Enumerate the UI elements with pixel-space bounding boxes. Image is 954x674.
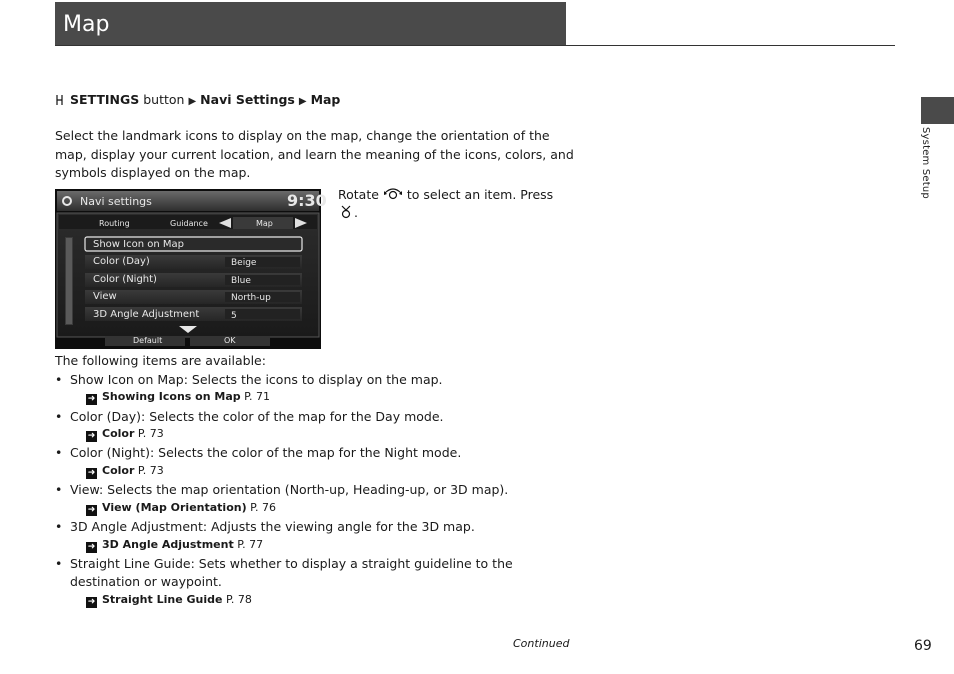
breadcrumb (55, 92, 340, 110)
item-term: Color (Day) (70, 409, 142, 424)
cross-reference[interactable] (86, 593, 252, 608)
item-desc: : Selects the icons to display on the map. (183, 372, 443, 387)
separator: , or (425, 482, 451, 497)
cross-reference[interactable] (86, 501, 276, 516)
ref-title: Color (102, 464, 135, 477)
cross-reference[interactable] (86, 390, 270, 405)
row-3d-angle[interactable]: 3D Angle Adjustment (93, 309, 200, 320)
interface-dial-press-icon (338, 205, 354, 219)
tab-guidance[interactable]: Guidance (170, 219, 208, 228)
instruction-rotate: Rotate (338, 187, 379, 202)
separator: , (345, 482, 353, 497)
item-desc: : Selects the color of the map for the Night mode. (149, 445, 462, 460)
reference-arrow-icon: ➜ (87, 542, 96, 552)
bullet-icon: • (55, 482, 63, 497)
breadcrumb-map: Map (310, 92, 341, 107)
item-desc: : Adjusts the viewing angle for the 3D map. (202, 519, 475, 534)
section-tab (921, 97, 954, 124)
reference-arrow-icon: ➜ (87, 505, 96, 515)
ref-title: Straight Line Guide (102, 593, 223, 606)
intro-paragraph: Select the landmark icons to display on the map, change the orientation of the map, display your current location, and learn the meaning of the icons, colors, and symbols displayed on the map. (55, 128, 574, 180)
row-3d-angle-value: 5 (231, 311, 237, 321)
default-button[interactable]: Default (133, 336, 163, 345)
option-heading-up: Heading-up (352, 482, 426, 497)
reference-arrow-icon: ➜ (87, 597, 96, 607)
ref-page: P. 77 (233, 538, 264, 551)
breadcrumb-arrow-icon: ▶ (188, 96, 197, 107)
option-3d-map: 3D map (450, 482, 500, 497)
page-number: 69 (914, 638, 932, 654)
screen-graphics (55, 189, 321, 349)
item-desc-end: ). (499, 482, 509, 497)
ref-page: P. 78 (222, 593, 252, 606)
tab-routing[interactable]: Routing (99, 219, 130, 228)
bullet-icon: • (55, 556, 63, 571)
row-view[interactable]: View (93, 291, 117, 302)
reference-arrow-icon: ➜ (87, 394, 96, 404)
row-color-night[interactable]: Color (Night) (93, 274, 157, 285)
option-north-up: North-up (289, 482, 346, 497)
row-show-icon-on-map[interactable]: Show Icon on Map (93, 239, 184, 250)
continued-label: Continued (513, 637, 570, 650)
reference-arrow-icon: ➜ (87, 468, 96, 478)
cross-reference[interactable] (86, 427, 164, 442)
ok-button[interactable]: OK (224, 336, 236, 345)
screen-title: Navi settings (80, 195, 152, 208)
breadcrumb-settings: SETTINGS (70, 92, 140, 107)
ref-title: Showing Icons on Map (102, 390, 241, 403)
breadcrumb-button-suffix: button (139, 92, 185, 107)
item-term: Color (Night) (70, 445, 150, 460)
tab-map[interactable]: Map (256, 219, 273, 228)
item-term: Straight Line Guide (70, 556, 191, 571)
ref-page: P. 71 (240, 390, 271, 403)
row-color-night-value: Blue (231, 276, 251, 286)
item-desc: : Sets whether to display a straight guideline to the destination or waypoint. (70, 556, 513, 589)
navi-settings-screen (55, 189, 327, 349)
bullet-icon: • (55, 409, 63, 424)
item-term: View (70, 482, 99, 497)
instruction-middle: to select an item. Press (402, 187, 554, 202)
cross-reference[interactable] (86, 538, 263, 553)
reference-arrow-icon: ➜ (87, 431, 96, 441)
bullet-icon: • (55, 519, 63, 534)
ref-page: P. 73 (134, 464, 164, 477)
available-label: The following items are available: (55, 353, 266, 368)
header-bar (55, 2, 566, 45)
item-term: 3D Angle Adjustment (70, 519, 203, 534)
ref-page: P. 76 (246, 501, 277, 514)
page-title: Map (63, 12, 110, 37)
bullet-icon: • (55, 372, 63, 387)
item-term: Show Icon on Map (70, 372, 184, 387)
header-rule (55, 45, 895, 46)
row-color-day-value: Beige (231, 258, 257, 268)
screen-clock: 9:30 (287, 191, 327, 210)
instruction-text (338, 186, 568, 222)
breadcrumb-arrow-icon: ▶ (298, 96, 307, 107)
cross-reference[interactable] (86, 464, 164, 479)
interface-dial-rotate-icon (383, 187, 403, 201)
home-icon (55, 94, 64, 106)
ref-title: Color (102, 427, 135, 440)
ref-title: View (Map Orientation) (102, 501, 247, 514)
ref-page: P. 73 (134, 427, 164, 440)
item-desc: : Selects the color of the map for the Day mode. (141, 409, 444, 424)
row-color-day[interactable]: Color (Day) (93, 256, 150, 267)
bullet-icon: • (55, 445, 63, 460)
ref-title: 3D Angle Adjustment (102, 538, 234, 551)
row-view-value: North-up (231, 293, 271, 303)
breadcrumb-navi-settings: Navi Settings (200, 92, 295, 107)
item-desc: : Selects the map orientation ( (98, 482, 290, 497)
instruction-period: . (354, 205, 358, 220)
section-tab-label: System Setup (920, 127, 931, 199)
